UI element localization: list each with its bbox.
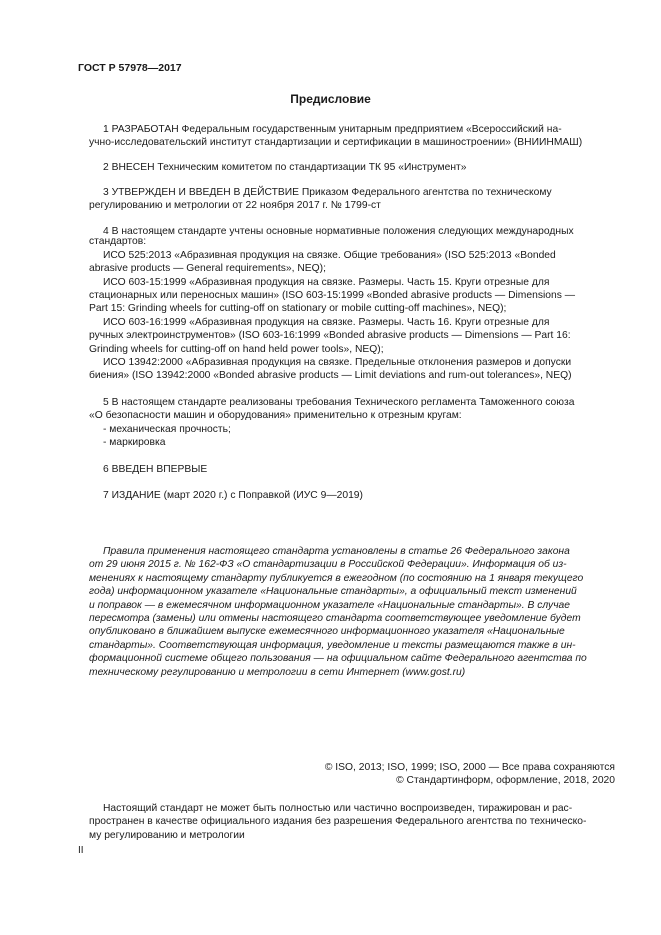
page-number: II <box>78 845 84 856</box>
list-item: - маркировка <box>103 437 166 449</box>
text-line: учно-исследовательский институт стандартизации и сертификации в машиностроении» (ВНИИНМАШ) <box>89 137 583 149</box>
notice-line: стандарты». Соответствующая информация, уведомление и тексты размещаются также в ин- <box>89 639 576 651</box>
item-4 <box>89 225 615 383</box>
restriction-line: пространен в качестве официального издания без разрешения Федерального агентства по техническо- <box>89 816 587 828</box>
notice-line: Правила применения настоящего стандарта установлены в статье 26 Федерального закона <box>103 546 570 557</box>
notice-line: менениях к настоящему стандарту публикуется в ежегодном (по состоянию на 1 января текущего <box>89 572 584 584</box>
copyright-line: © Стандартинформ, оформление, 2018, 2020 <box>396 775 615 787</box>
notice-block <box>89 545 615 679</box>
text-line: регулированию и метрологии от 22 ноября 2017 г. № 1799-ст <box>89 200 381 212</box>
reference-line: Part 15: Grinding wheels for cutting-off on stationary or mobile cutting-off machines», NEQ); <box>89 303 507 315</box>
text-line: 2 ВНЕСЕН Техническим комитетом по стандартизации ТК 95 «Инструмент» <box>103 162 467 173</box>
reference-line: ручных электроинструментов» (ISO 603-16:1999 «Bonded abrasive products — Dimensions — Part 16: <box>89 330 571 342</box>
reference-line: Grinding wheels for cutting-off on hand held power tools», NEQ); <box>89 343 384 355</box>
text-line: 7 ИЗДАНИЕ (март 2020 г.) с Поправкой (ИУС 9—2019) <box>103 490 363 501</box>
text-line: 3 УТВЕРЖДЕН И ВВЕДЕН В ДЕЙСТВИЕ Приказом Федерального агентства по техническому <box>103 187 552 198</box>
item-2 <box>89 161 615 174</box>
reference-line: ИСО 603-16:1999 «Абразивная продукция на связке. Размеры. Часть 16. Круги отрезные для <box>103 316 550 328</box>
item-3 <box>89 186 615 213</box>
item-6 <box>89 463 615 476</box>
notice-line: и поправок — в ежемесячном информационном указателе «Национальные стандарты». В случае <box>89 599 570 611</box>
notice-line: года) информационном указателе «Национальные стандарты», а официальный текст изменений <box>89 586 577 598</box>
item-1 <box>89 123 615 150</box>
standard-code: ГОСТ Р 57978—2017 <box>78 62 182 74</box>
reference-line: ИСО 13942:2000 «Абразивная продукция на связке. Предельные отклонения размеров и допуски <box>103 357 572 369</box>
reference-line: ИСО 603-15:1999 «Абразивная продукция на связке. Размеры. Часть 15. Круги отрезные для <box>103 276 550 288</box>
notice-line: техническому регулированию и метрологии в сети Интернет (www.gost.ru) <box>89 666 466 678</box>
text-line: 1 РАЗРАБОТАН Федеральным государственным унитарным предприятием «Всероссийский на- <box>103 124 562 135</box>
page-title: Предисловие <box>290 92 371 106</box>
notice-line: от 29 июня 2015 г. № 162-ФЗ «О стандартизации в Российской Федерации». Информация об из- <box>89 559 567 571</box>
notice-line: пересмотра (замены) или отмены настоящего стандарта соответствующее уведомление будет <box>89 613 581 625</box>
notice-line: опубликовано в ближайшем выпуске ежемесячного информационного указателя «Национальные <box>89 626 565 638</box>
reference-line: стационарных или переносных машин» (ISO 603-15:1999 «Bonded abrasive products — Dimensions — <box>89 290 576 302</box>
list-item: - механическая прочность; <box>103 423 231 435</box>
text-line: 5 В настоящем стандарте реализованы требования Технического регламента Таможенного союза <box>103 397 575 408</box>
restriction-line: му регулированию и метрологии <box>89 829 245 841</box>
item-5 <box>89 396 615 450</box>
restriction-block <box>89 802 615 842</box>
text-line: 4 В настоящем стандарте учтены основные нормативные положения следующих международных <box>103 226 574 237</box>
reference-line: abrasive products — General requirements», NEQ); <box>89 263 326 275</box>
restriction-line: Настоящий стандарт не может быть полностью или частично воспроизведен, тиражирован и рас- <box>103 803 573 814</box>
text-line: 6 ВВЕДЕН ВПЕРВЫЕ <box>103 464 208 475</box>
text-line: «О безопасности машин и оборудования» применительно к отрезным кругам: <box>89 410 462 422</box>
reference-line: биения» (ISO 13942:2000 «Bonded abrasive products — Limit deviations and rum-out tolerances», NEQ) <box>89 370 572 382</box>
copyright-block <box>89 761 615 788</box>
item-7 <box>89 489 615 502</box>
notice-line: формационной системе общего пользования — на официальном сайте Федерального агентства по <box>89 653 587 665</box>
text-line: стандартов: <box>89 236 147 248</box>
reference-line: ИСО 525:2013 «Абразивная продукция на связке. Общие требования» (ISO 525:2013 «Bonded <box>103 249 556 261</box>
copyright-line: © ISO, 2013; ISO, 1999; ISO, 2000 — Все права сохраняются <box>324 762 615 773</box>
